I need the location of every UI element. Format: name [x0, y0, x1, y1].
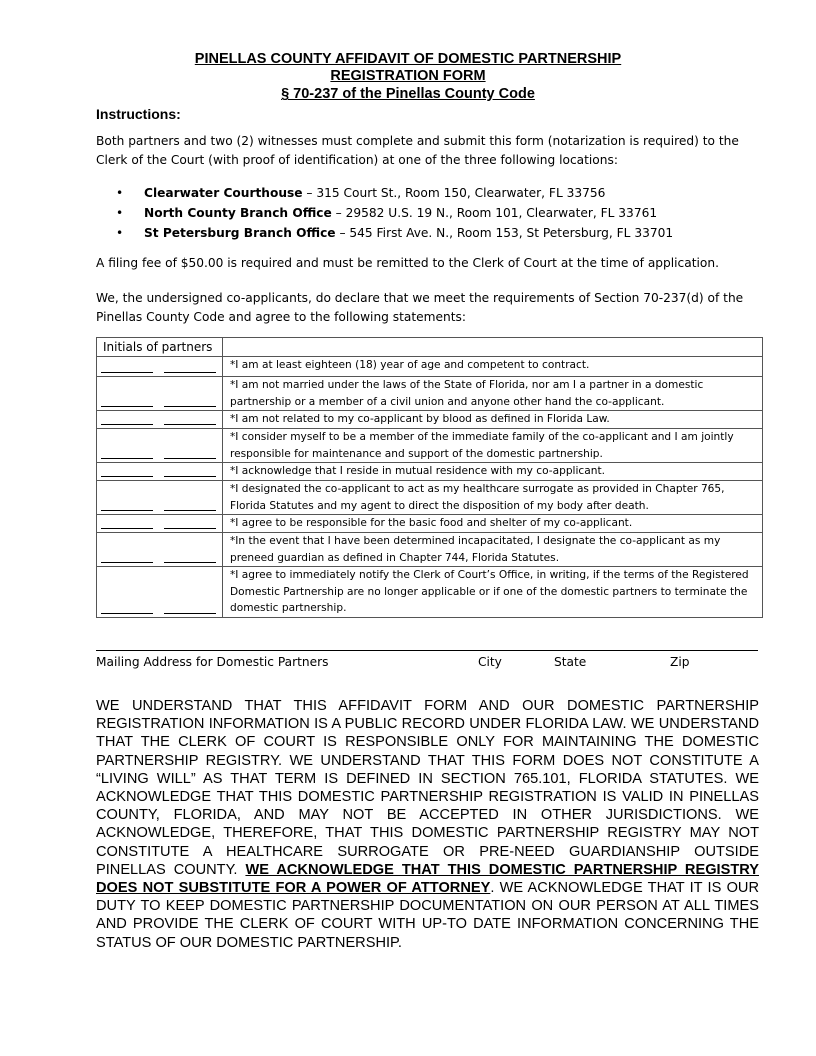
initials-cell — [97, 377, 223, 411]
initials-cell — [97, 567, 223, 618]
location-item — [116, 223, 673, 243]
initials-cell — [97, 481, 223, 515]
locations-list — [116, 183, 673, 243]
location-detail: – 315 Court St., Room 150, Clearwater, FL 33756 — [302, 186, 606, 200]
initials-header-label: Initials of partners — [103, 340, 213, 354]
declaration-statement — [96, 697, 759, 952]
initials-blank[interactable] — [164, 562, 216, 563]
table-row — [97, 429, 763, 463]
city-label: City — [478, 655, 502, 669]
initials-blank[interactable] — [164, 476, 216, 477]
statements-table — [96, 337, 763, 618]
statement-text: *I designated the co-applicant to act as my healthcare surrogate as provided in Chapter 765, Florida Statutes and my agent to direct the disposition of my body after death. — [223, 481, 763, 515]
initials-blank[interactable] — [101, 562, 153, 563]
location-name: St Petersburg Branch Office — [144, 226, 336, 240]
initials-blank[interactable] — [164, 406, 216, 407]
header-blank-cell — [223, 338, 763, 357]
statement-text: *I am not married under the laws of the State of Florida, nor am I a partner in a domestic partnership or a member of a civil union and anyone other hand the co-applicant. — [223, 377, 763, 411]
table-row — [97, 463, 763, 481]
instructions-intro: Both partners and two (2) witnesses must complete and submit this form (notarization is required) to the Clerk of the Court (with proof of identification) at one of the three following locations: — [96, 134, 739, 167]
initials-blank[interactable] — [164, 613, 216, 614]
statement-text: *I am at least eighteen (18) year of age and competent to contract. — [223, 357, 763, 377]
initials-blank[interactable] — [164, 372, 216, 373]
initials-cell — [97, 411, 223, 429]
initials-header — [97, 338, 223, 357]
table-row — [97, 515, 763, 533]
form-subtitle: REGISTRATION FORM — [330, 68, 486, 84]
initials-blank[interactable] — [101, 476, 153, 477]
filing-fee-text: A filing fee of $50.00 is required and must be remitted to the Clerk of Court at the time of application. — [96, 256, 719, 270]
code-reference: § 70-237 of the Pinellas County Code — [281, 86, 535, 102]
initials-cell — [97, 463, 223, 481]
state-label: State — [554, 655, 587, 669]
statement-text: *In the event that I have been determined incapacitated, I designate the co-applicant as my preneed guardian as defined in Chapter 744, Florida Statutes. — [223, 533, 763, 567]
initials-blank[interactable] — [101, 510, 153, 511]
initials-blank[interactable] — [101, 613, 153, 614]
table-header-row — [97, 338, 763, 357]
location-detail: – 545 First Ave. N., Room 153, St Petersburg, FL 33701 — [335, 226, 674, 240]
table-row — [97, 377, 763, 411]
mailing-address-line[interactable] — [96, 650, 758, 651]
table-row — [97, 533, 763, 567]
initials-blank[interactable] — [164, 424, 216, 425]
power-of-attorney-notice: WE ACKNOWLEDGE THAT THIS DOMESTIC PARTNERSHIP REGISTRY DOES NOT SUBSTITUTE FOR A POWER OF ATTORNEY — [96, 861, 759, 897]
declaration-text-end: . WE ACKNOWLEDGE THAT IT IS OUR DUTY TO KEEP DOMESTIC PARTNERSHIP DOCUMENTATION ON OUR PERSON AT ALL TIMES AND PROVIDE THE CLERK OF COURT WITH UP-TO DATE INFORMATION CONCERNING THE STATUS OF OUR DOMESTIC PARTNERSHIP. — [96, 880, 759, 951]
location-name: North County Branch Office — [144, 206, 332, 220]
mailing-address-label: Mailing Address for Domestic Partners — [96, 655, 329, 669]
initials-cell — [97, 357, 223, 377]
initials-blank[interactable] — [101, 424, 153, 425]
declaration-text: WE UNDERSTAND THAT THIS AFFIDAVIT FORM AND OUR DOMESTIC PARTNERSHIP REGISTRATION INFORMATION IS A PUBLIC RECORD UNDER FLORIDA LAW. WE UNDERSTAND THAT THE CLERK OF COURT IS RESPONSIBLE ONLY FOR MAINTAINING THE DOMESTIC PARTNERSHIP REGISTRY. WE UNDERSTAND THAT THIS FORM DOES NOT CONSTITUTE A “LIVING WILL” AS THAT TERM IS DEFINED IN SECTION 765.101, FLORIDA STATUTES. WE ACKNOWLEDGE THAT THIS DOMESTIC PARTNERSHIP REGISTRATION IS VALID IN PINELLAS COUNTY, FLORIDA, AND MAY NOT BE ACCEPTED IN OTHER JURISDICTIONS. WE ACKNOWLEDGE, THEREFORE, THAT THIS DOMESTIC PARTNERSHIP REGISTRY MAY NOT CONSTITUTE A HEALTHCARE SURROGATE OR PRE-NEED GUARDIANSHIP OUTSIDE PINELLAS COUNTY. — [96, 698, 759, 878]
initials-blank[interactable] — [164, 528, 216, 529]
table-row — [97, 481, 763, 515]
instructions-heading: Instructions: — [96, 106, 181, 122]
location-name: Clearwater Courthouse — [144, 186, 303, 200]
statement-text: *I acknowledge that I reside in mutual residence with my co-applicant. — [223, 463, 763, 481]
table-row — [97, 567, 763, 618]
statement-text: *I agree to be responsible for the basic food and shelter of my co-applicant. — [223, 515, 763, 533]
initials-blank[interactable] — [101, 528, 153, 529]
initials-blank[interactable] — [164, 510, 216, 511]
initials-blank[interactable] — [101, 406, 153, 407]
initials-cell — [97, 533, 223, 567]
initials-blank[interactable] — [101, 372, 153, 373]
zip-label: Zip — [670, 655, 690, 669]
initials-cell — [97, 429, 223, 463]
statement-text: *I agree to immediately notify the Clerk of Court’s Office, in writing, if the terms of the Registered Domestic Partnership are no longer applicable or if one of the domestic partners to terminate the domestic partnership. — [223, 567, 763, 618]
initials-cell — [97, 515, 223, 533]
initials-blank[interactable] — [101, 458, 153, 459]
table-row — [97, 411, 763, 429]
declaration-intro: We, the undersigned co-applicants, do declare that we meet the requirements of Section 70-237(d) of the Pinellas County Code and agree to the following statements: — [96, 291, 744, 324]
location-item — [116, 203, 673, 223]
location-detail: – 29582 U.S. 19 N., Room 101, Clearwater, FL 33761 — [331, 206, 658, 220]
initials-blank[interactable] — [164, 458, 216, 459]
statement-text: *I am not related to my co-applicant by blood as defined in Florida Law. — [223, 411, 763, 429]
form-title: PINELLAS COUNTY AFFIDAVIT OF DOMESTIC PARTNERSHIP — [194, 51, 622, 67]
table-row — [97, 357, 763, 377]
statement-text: *I consider myself to be a member of the immediate family of the co-applicant and I am jointly responsible for maintenance and support of the domestic partnership. — [223, 429, 763, 463]
location-item — [116, 183, 673, 203]
